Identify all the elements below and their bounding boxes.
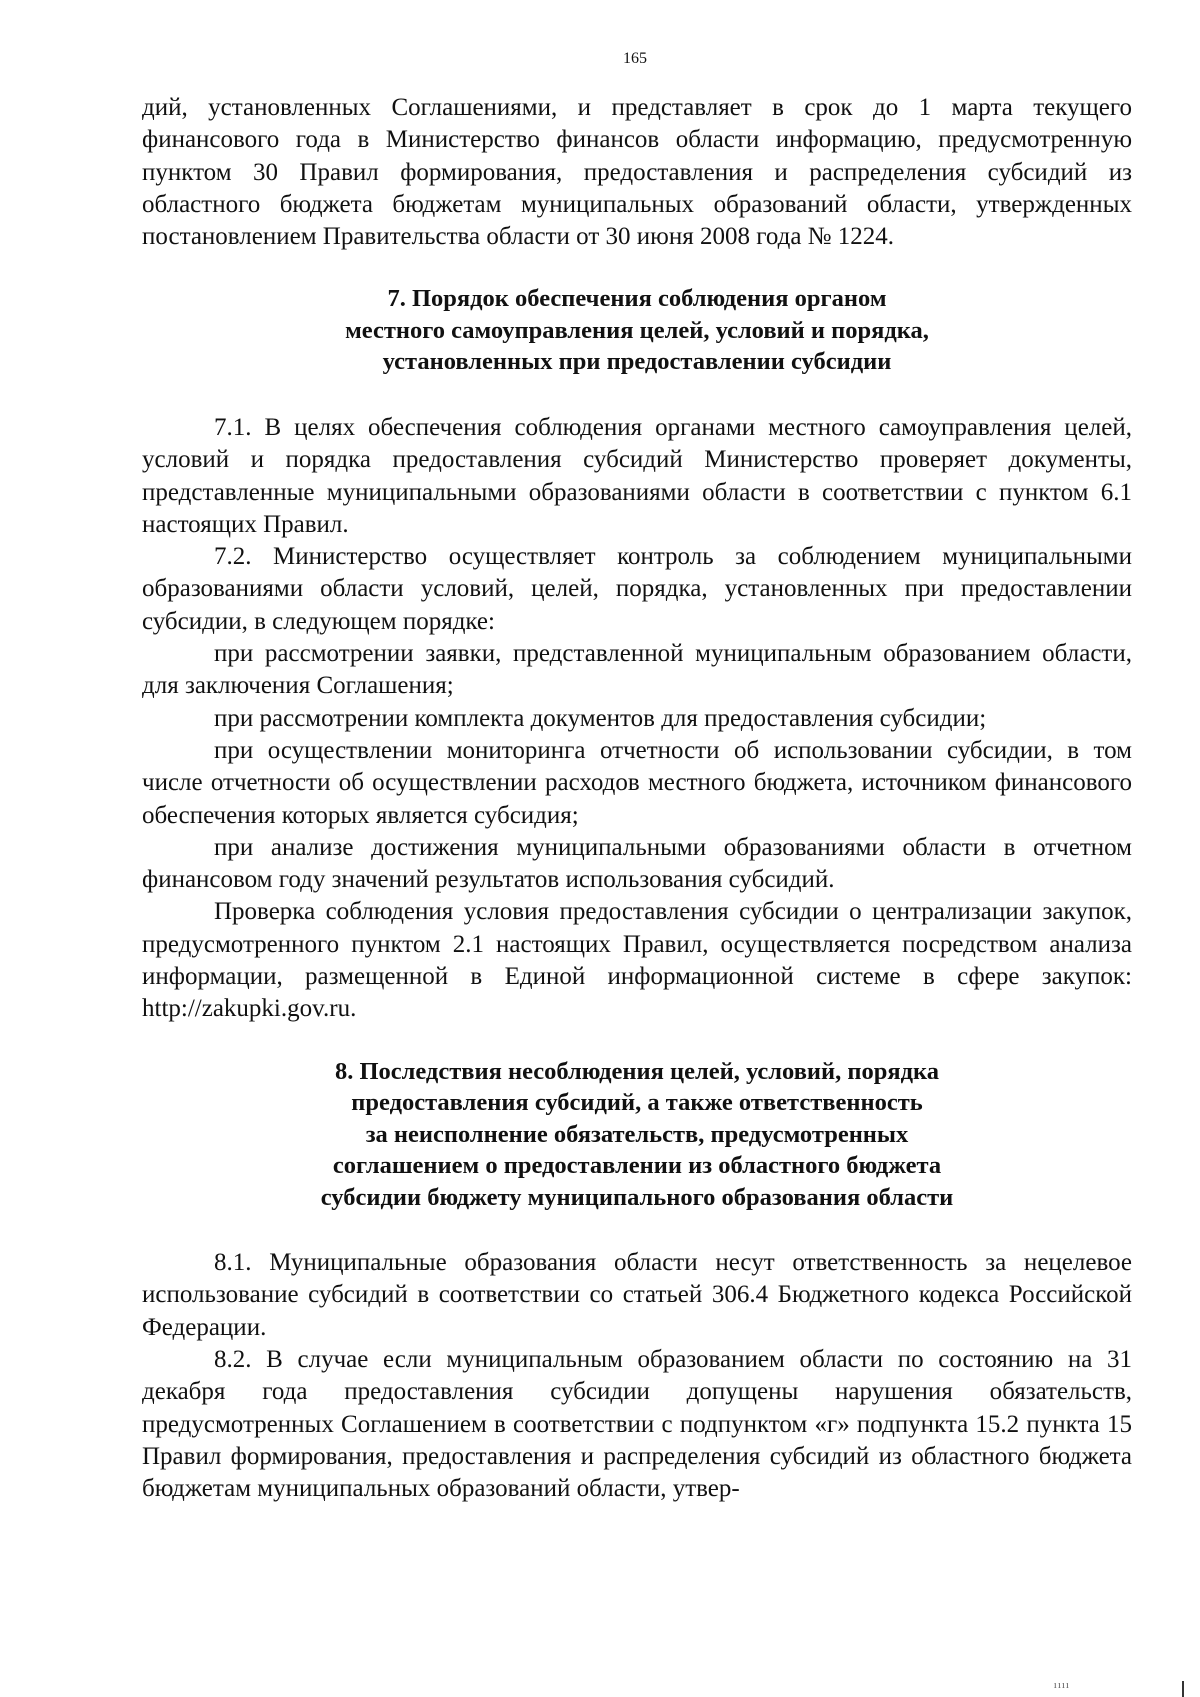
section-7-heading-line: установленных при предоставлении субсидии	[382, 348, 892, 376]
scan-footer-mark: ıııı	[1053, 1679, 1070, 1691]
intro-paragraph: дий, установленных Соглашениями, и представляет в срок до 1 марта текущего финансового года в Министерство финансов области информацию, предусмотренную пунктом 30 Правил формирования, предоставления и распределения субсидий из областного бюджета бюджетам муниципальных образований области, утвержденных постановлением Правительства области от 30 июня 2008 года № 1224.	[142, 94, 1132, 251]
list-item-monitoring: при осуществлении мониторинга отчетности об использовании субсидии, в том числе отчетности об осуществлении расходов местного бюджета, источником финансового обеспечения которых является субсидия;	[142, 736, 1132, 829]
section-8-heading-line: за неисполнение обязательств, предусмотренных	[365, 1120, 909, 1148]
scan-edge-line	[1182, 1681, 1184, 1697]
section-7-heading	[142, 283, 1132, 378]
section-8-heading-line: 8. Последствия несоблюдения целей, условий, порядка	[334, 1057, 940, 1085]
list-item-documents-review: при рассмотрении комплекта документов для предоставления субсидии;	[214, 704, 987, 732]
section-8-heading-line: предоставления субсидий, а также ответственность	[351, 1089, 923, 1117]
paragraph-8-1: 8.1. Муниципальные образования области несут ответственность за нецелевое использование субсидий в соответствии со статьей 306.4 Бюджетного кодекса Российской Федерации.	[142, 1249, 1132, 1341]
section-7-heading-line: местного самоуправления целей, условий и порядка,	[345, 316, 929, 344]
section-8-heading	[142, 1056, 1132, 1214]
paragraph-7-1: 7.1. В целях обеспечения соблюдения органами местного самоуправления целей, условий и порядка предоставления субсидий Министерство проверяет документы, представленные муниципальными образованиями области в соответствии с пунктом 6.1 настоящих Правил.	[142, 413, 1132, 538]
list-item-application-review: при рассмотрении заявки, представленной муниципальным образованием области, для заключения Соглашения;	[142, 640, 1132, 700]
section-7-heading-line: 7. Порядок обеспечения соблюдения органом	[387, 285, 887, 313]
section-8-heading-line: соглашением о предоставлении из областного бюджета	[332, 1152, 942, 1180]
page-number: 165	[623, 50, 647, 67]
list-item-analysis: при анализе достижения муниципальными образованиями области в отчетном финансовом году значений результатов использования субсидий.	[142, 833, 1132, 894]
paragraph-procurement-check: Проверка соблюдения условия предоставления субсидии о централизации закупок, предусмотренного пунктом 2.1 настоящих Правил, осуществляется посредством анализа информации, размещенной в Единой информационной системе в сфере закупок: http://zakupki.gov.ru.	[142, 898, 1132, 1023]
document-body	[142, 92, 1132, 1506]
section-8-heading-line: субсидии бюджету муниципального образования области	[320, 1183, 954, 1211]
paragraph-7-2: 7.2. Министерство осуществляет контроль за соблюдением муниципальными образованиями области условий, целей, порядка, установленных при предоставлении субсидии, в следующем порядке:	[142, 543, 1132, 635]
paragraph-8-2: 8.2. В случае если муниципальным образованием области по состоянию на 31 декабря года предоставления субсидии допущены нарушения обязательств, предусмотренных Соглашением в соответствии с подпунктом «г» подпункта 15.2 пункта 15 Правил формирования, предоставления и распределения субсидий из областного бюджета бюджетам муниципальных образований области, утвер-	[142, 1346, 1132, 1503]
